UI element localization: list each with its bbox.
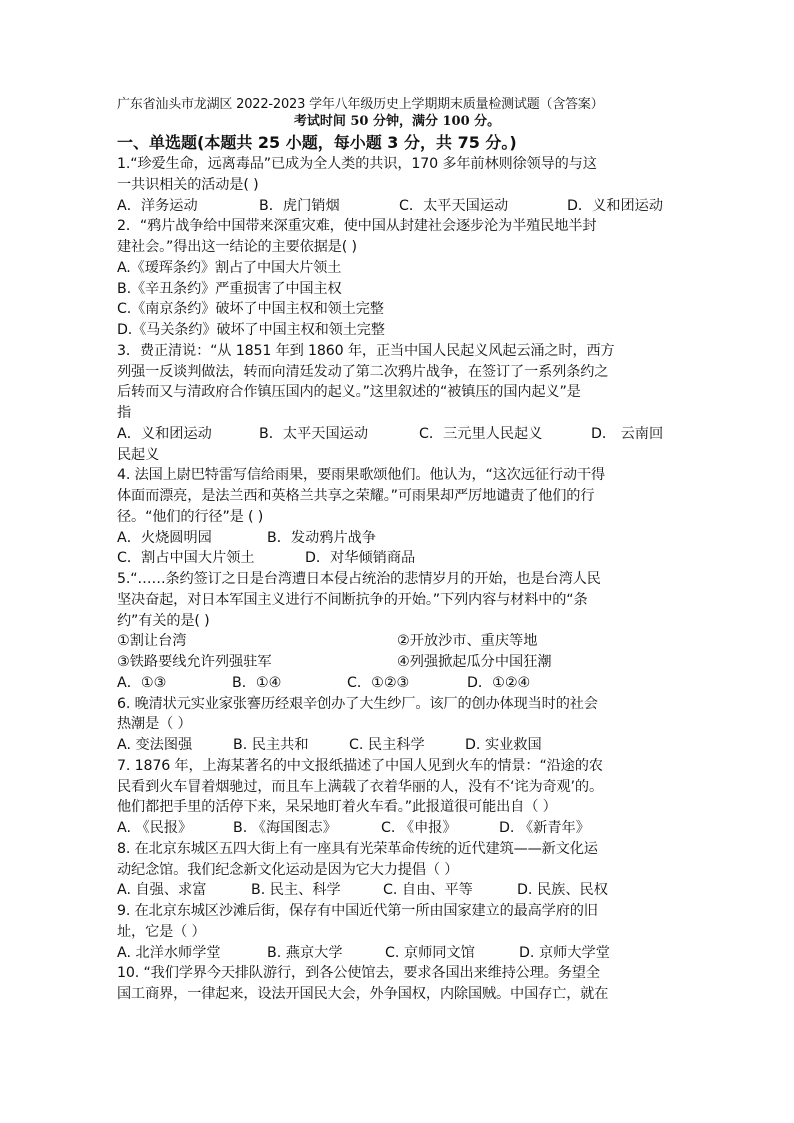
- option-b: B. 燕京大学: [267, 944, 343, 961]
- question-text: 体面而漂亮，是法兰西和英格兰共享之荣耀。”可雨果却严厉地谴责了他们的行: [117, 488, 595, 504]
- question-text: 径。“他们的行径”是 ( ): [117, 508, 264, 525]
- question-text: 建社会。”得出这一结论的主要依据是( ): [117, 239, 357, 255]
- question-text: 10. “我们学界今天排队游行，到各公使馆去，要求各国出来维持公理。务望全: [117, 965, 600, 982]
- exam-subtitle: 考试时间 50 分钟，满分 100 分。: [293, 114, 501, 129]
- statement-2: ②开放沙市、重庆等地: [397, 633, 538, 650]
- option-d: D.《马关条约》破坏了中国主权和领土完整: [117, 322, 385, 338]
- option-b: B．①④: [232, 674, 282, 691]
- exam-page: [117, 96, 677, 1005]
- statement-row: [117, 652, 677, 673]
- question-text: 热潮是（ ）: [117, 716, 192, 733]
- option-d: D． 云南回: [591, 425, 664, 442]
- option-c: C. 自由、平等: [383, 882, 473, 899]
- question-text: 约”有关的是( ): [117, 612, 210, 629]
- question-6: [117, 694, 677, 756]
- options-row: [117, 943, 677, 964]
- question-4: [117, 465, 677, 569]
- question-text: 5.“……条约签订之日是台湾遭日本侵占统治的悲情岁月的开始，也是台湾人民: [117, 571, 601, 587]
- option-b: B．发动鸦片战争: [267, 529, 377, 546]
- options-row: [117, 528, 677, 549]
- option-a: A. 变法图强: [117, 737, 193, 753]
- question-text: 列强一反谈判做法，转而向清廷发动了第二次鸦片战争，在签订了一系列条约之: [117, 363, 609, 380]
- question-text: 他们都把手里的活停下来，呆呆地盯着火车看。”此报道很可能出自（ ）: [117, 799, 557, 816]
- question-3: [117, 341, 677, 466]
- statement-3: ③铁路要线允许列强驻军: [117, 654, 272, 670]
- question-10: [117, 963, 677, 1005]
- option-a: A．①③: [117, 674, 167, 691]
- option-a: A. 《民报》: [117, 820, 193, 836]
- option-c: C.《南京条约》破坏了中国主权和领土完整: [117, 301, 384, 318]
- option-d: D. 京师大学堂: [519, 944, 610, 961]
- options-row: [117, 196, 677, 217]
- question-text: 动纪念馆。我们纪念新文化运动是因为它大力提倡（ ）: [117, 861, 459, 878]
- option-b: B. 《海国图志》: [233, 820, 337, 836]
- document-title: 广东省汕头市龙湖区 2022-2023 学年八年级历史上学期期末质量检测试题（含答案）: [117, 97, 604, 112]
- option-d: D. 《新青年》: [499, 820, 590, 836]
- option-d: D．对华倾销商品: [305, 550, 416, 567]
- option-c: C．割占中国大片领土: [117, 550, 255, 567]
- option-b: B.《辛丑条约》严重损害了中国主权: [117, 280, 342, 297]
- option-c: C. 《申报》: [381, 820, 457, 836]
- option-a: A.《瑷珲条约》割占了中国大片领土: [117, 259, 342, 276]
- question-2: [117, 216, 677, 341]
- question-text: 6. 晚清状元实业家张謇历经艰辛创办了大生纱厂。该厂的创办体现当时的社会: [117, 695, 598, 712]
- option-a: A. 北洋水师学堂: [117, 944, 221, 961]
- question-7: [117, 756, 677, 839]
- question-text: 7. 1876 年，上海某著名的中文报纸描述了中国人见到火车的情景：“沿途的农: [117, 757, 603, 774]
- options-row: [117, 880, 677, 901]
- question-text: 坚决奋起，对日本军国主义进行不间断抗争的开始。”下列内容与材料中的“条: [117, 591, 588, 608]
- option-c: C. 民主科学: [349, 737, 425, 753]
- question-text: 3．费正清说：“从 1851 年到 1860 年，正当中国人民起义风起云涌之时，西方: [117, 342, 615, 359]
- option-a: A．义和团运动: [117, 425, 212, 442]
- question-text: 民看到火车冒着烟驰过，而且车上满载了衣着华丽的人，没有不‘诧为奇观’的。: [117, 778, 603, 795]
- question-text: 2．“鸦片战争给中国带来深重灾难，使中国从封建社会逐步沦为半殖民地半封: [117, 218, 597, 235]
- option-c: C. 京师同文馆: [385, 944, 475, 961]
- question-5: [117, 569, 677, 694]
- option-d: D. 实业救国: [465, 737, 542, 753]
- option-d: D．义和团运动: [567, 197, 664, 214]
- options-row: [117, 735, 677, 756]
- option-b: B．太平天国运动: [259, 425, 369, 442]
- option-d-continued: 民起义: [117, 446, 160, 463]
- statement-row: [117, 631, 677, 652]
- option-d: D．①②④: [467, 674, 531, 691]
- question-8: [117, 839, 677, 901]
- question-1: [117, 154, 677, 216]
- option-c: C．太平天国运动: [399, 197, 509, 214]
- question-text: 一共识相关的活动是( ): [117, 176, 259, 193]
- question-text: 8. 在北京东城区五四大街上有一座具有光荣革命传统的近代建筑——新文化运: [117, 840, 598, 857]
- option-c: C．①②③: [347, 674, 410, 691]
- question-9: [117, 901, 677, 963]
- options-row: [117, 673, 677, 694]
- option-a: A．火烧圆明园: [117, 529, 212, 546]
- question-text: 指: [117, 405, 132, 421]
- question-text: 后转而又与清政府合作镇压国内的起义。”这里叙述的“被镇压的国内起义”是: [117, 384, 581, 401]
- question-text: 1.“珍爱生命，远离毒品”已成为全人类的共识，170 多年前林则徐领导的与这: [117, 156, 597, 172]
- options-row: [117, 424, 677, 445]
- option-b: B. 民主、科学: [251, 882, 341, 899]
- option-b: B. 民主共和: [233, 737, 309, 753]
- question-text: 4. 法国上尉巴特雷写信给雨果，要雨果歌颂他们。他认为，“这次远征行动干得: [117, 467, 606, 484]
- options-row: [117, 548, 677, 569]
- question-text: 址，它是（ ）: [117, 923, 206, 940]
- option-c: C．三元里人民起义: [419, 425, 543, 442]
- question-text: 9. 在北京东城区沙滩后街，保存有中国近代第一所由国家建立的最高学府的旧: [117, 903, 598, 919]
- statement-1: ①割让台湾: [117, 633, 187, 650]
- option-a: A. 自强、求富: [117, 882, 207, 899]
- question-text: 国工商界，一律起来，设法开国民大会，外争国权，内除国贼。中国存亡，就在: [117, 986, 609, 1002]
- options-row: [117, 818, 677, 839]
- statement-4: ④列强掀起瓜分中国狂潮: [397, 654, 552, 670]
- option-a: A．洋务运动: [117, 197, 198, 214]
- option-d: D. 民族、民权: [517, 882, 608, 899]
- section-heading: 一、单选题(本题共 25 小题，每小题 3 分，共 75 分。): [117, 133, 517, 152]
- option-b: B．虎门销烟: [259, 197, 340, 214]
